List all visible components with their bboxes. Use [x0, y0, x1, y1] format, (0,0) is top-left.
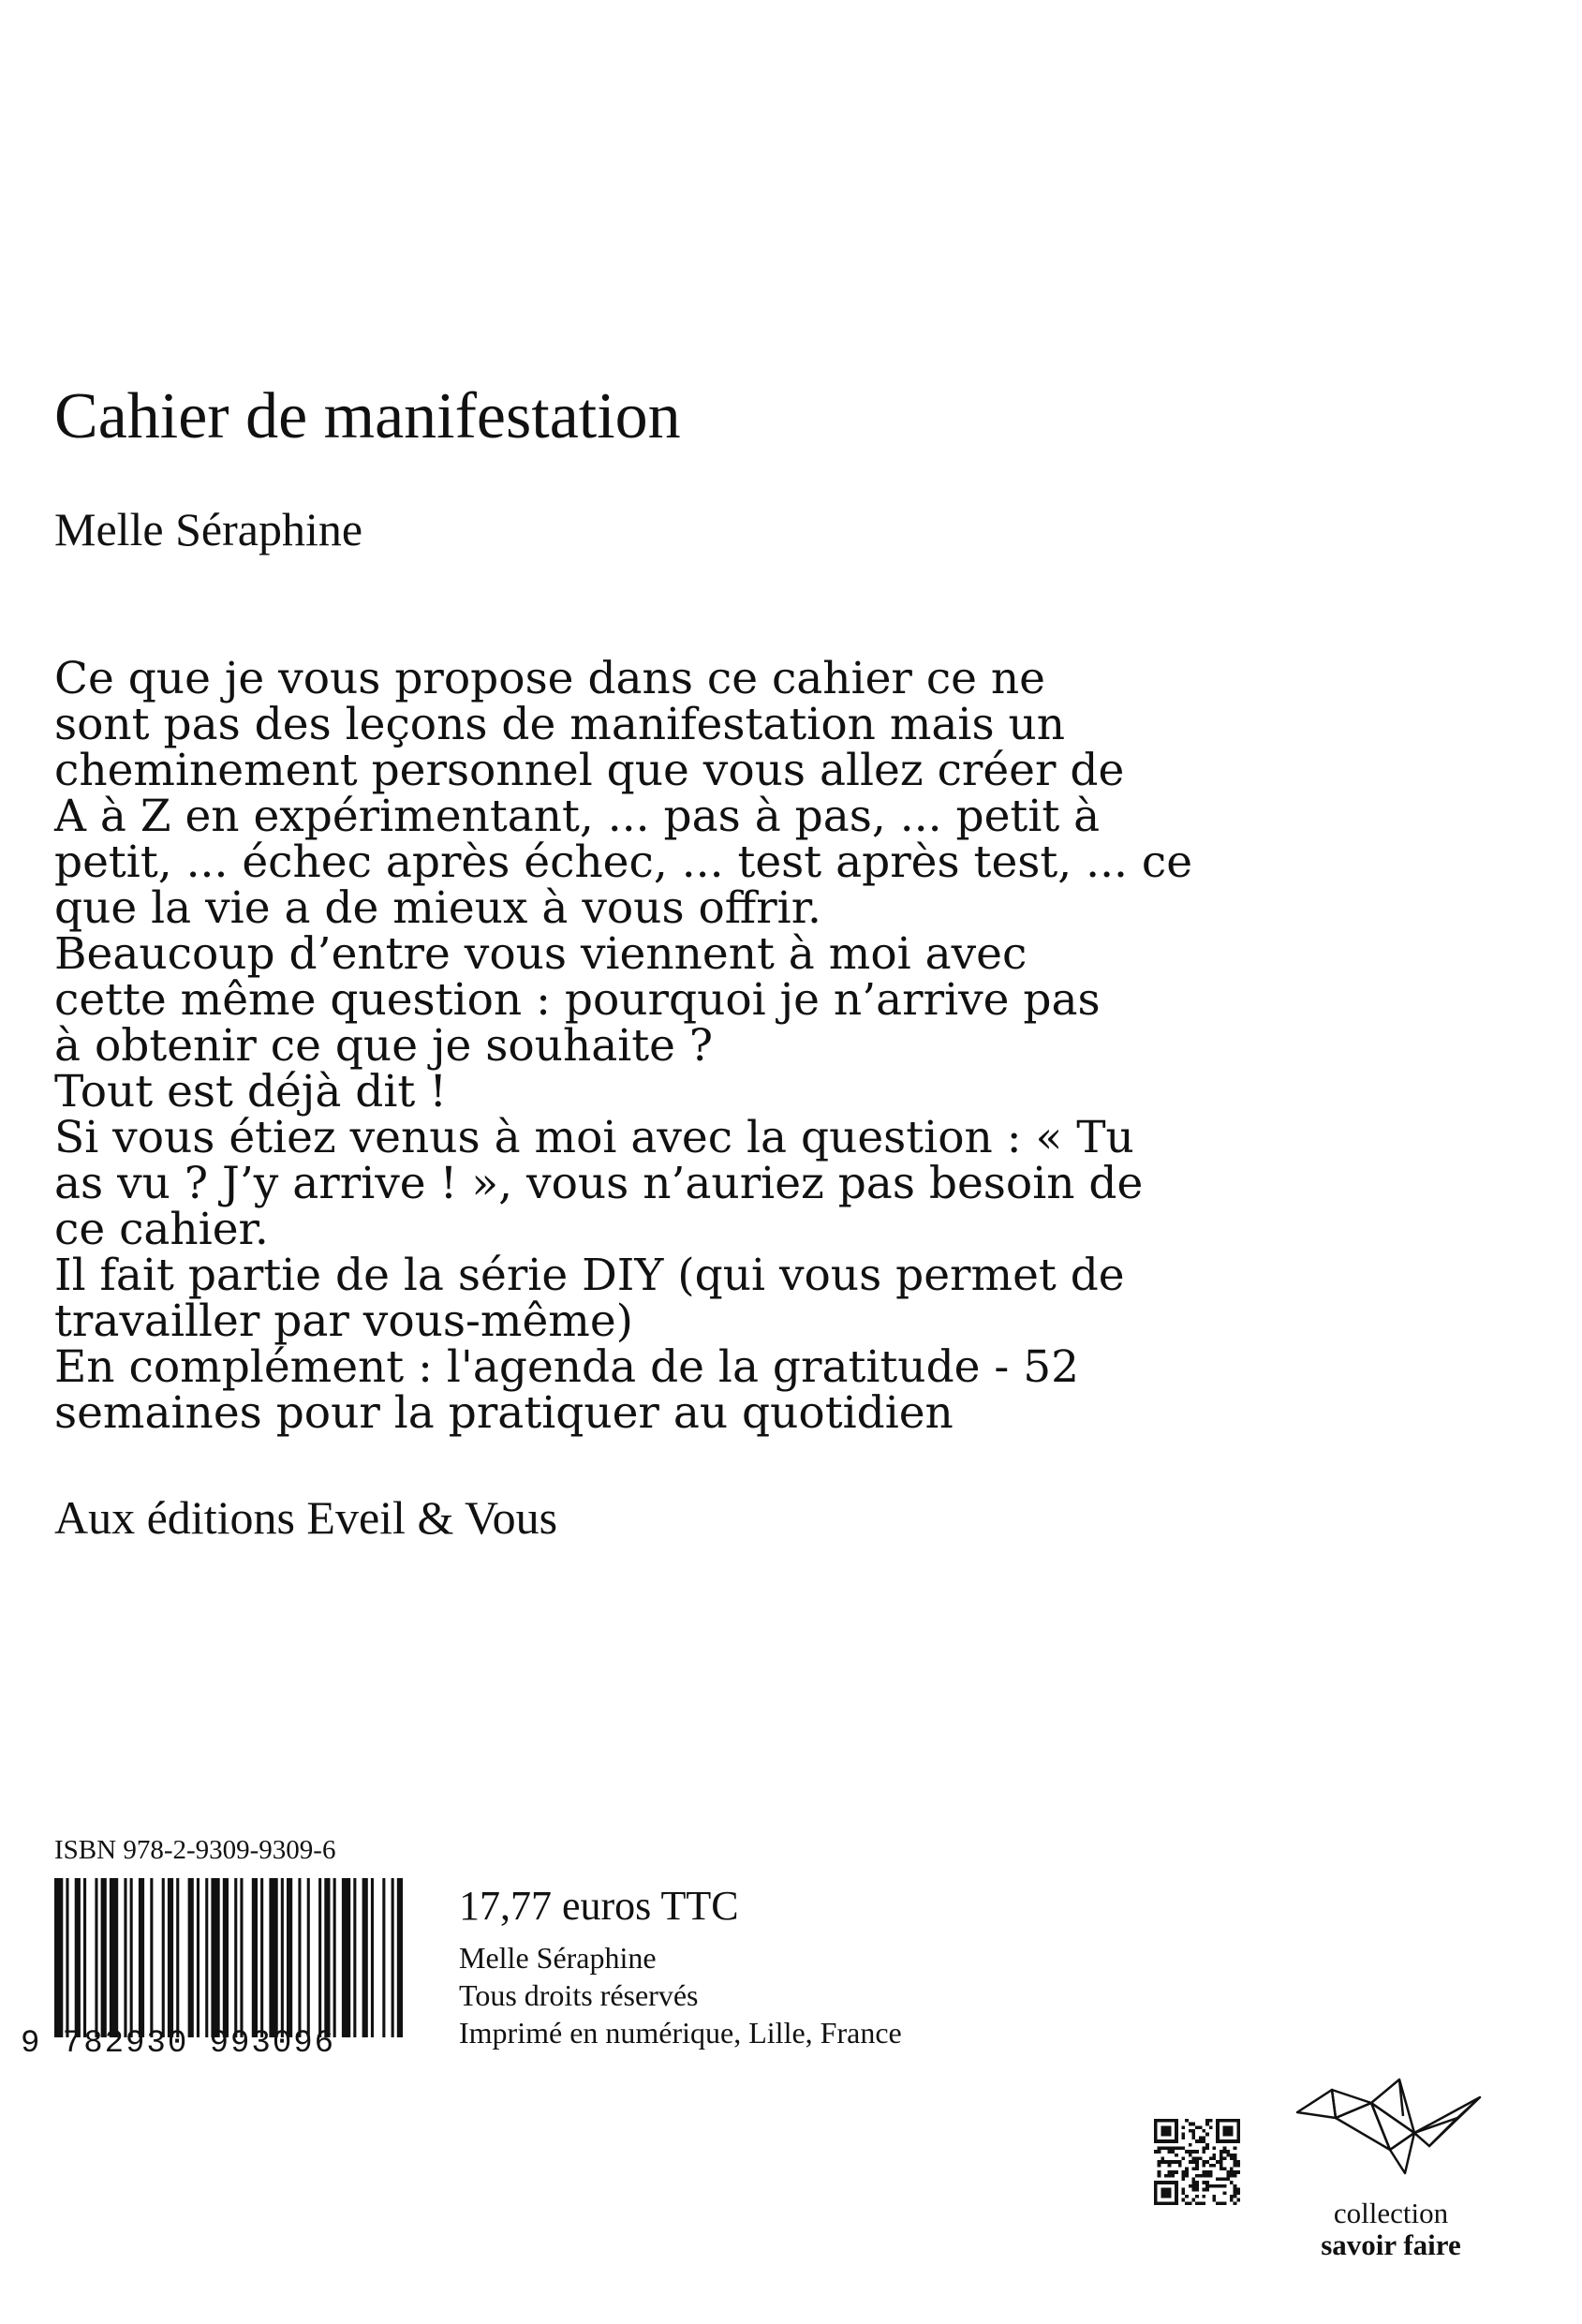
qr-module: [1199, 2139, 1203, 2143]
barcode-bar: [162, 1878, 165, 2037]
barcode-bar: [83, 1878, 86, 2037]
barcode-bar: [54, 1878, 63, 2037]
barcode-bar: [197, 1878, 200, 2037]
qr-module: [1223, 2201, 1227, 2205]
book-author: Melle Séraphine: [54, 503, 363, 555]
barcode-bar: [392, 1878, 394, 2037]
qr-module: [1213, 2164, 1217, 2168]
qr-module: [1191, 2181, 1195, 2184]
qr-module: [1226, 2154, 1230, 2157]
qr-module: [1189, 2201, 1192, 2205]
qr-module: [1171, 2146, 1175, 2150]
qr-module: [1195, 2195, 1199, 2198]
collection-name: savoir faire: [1321, 2228, 1461, 2261]
qr-module: [1230, 2168, 1234, 2171]
qr-module: [1199, 2136, 1203, 2139]
qr-module: [1205, 2160, 1209, 2164]
qr-module: [1213, 2184, 1217, 2188]
description-line: A à Z en expérimentant, ... pas à pas, ... petit à: [54, 791, 1101, 842]
qr-module: [1181, 2170, 1185, 2174]
qr-module: [1203, 2164, 1206, 2168]
qr-module: [1175, 2170, 1178, 2174]
qr-module: [1161, 2146, 1164, 2150]
qr-module: [1223, 2125, 1234, 2136]
barcode-bar: [95, 1878, 97, 2037]
qr-module: [1191, 2133, 1195, 2137]
qr-module: [1164, 2174, 1168, 2178]
barcode-bar: [382, 1878, 385, 2037]
barcode-bar: [188, 1878, 194, 2037]
qr-module: [1158, 2160, 1161, 2164]
description-line: En complément : l'agenda de la gratitude - 52: [54, 1341, 1080, 1393]
qr-module: [1178, 2146, 1182, 2150]
qr-module: [1161, 2160, 1164, 2164]
qr-module: [1185, 2174, 1189, 2178]
qr-module: [1205, 2133, 1209, 2137]
qr-module: [1209, 2184, 1213, 2188]
description-line: que la vie a de mieux à vous offrir.: [54, 882, 821, 934]
qr-module: [1203, 2188, 1206, 2192]
qr-module: [1195, 2156, 1199, 2160]
barcode-bar: [269, 1878, 277, 2037]
qr-module: [1234, 2154, 1237, 2157]
qr-module: [1203, 2160, 1206, 2164]
qr-module: [1191, 2150, 1195, 2154]
qr-module: [1226, 2178, 1230, 2182]
description-line: travailler par vous-même): [54, 1295, 633, 1347]
qr-module: [1213, 2156, 1217, 2160]
qr-code-icon: [1154, 2119, 1240, 2205]
qr-module: [1205, 2174, 1209, 2178]
qr-module: [1234, 2160, 1237, 2164]
qr-module: [1195, 2184, 1199, 2188]
qr-module: [1216, 2184, 1220, 2188]
description-line: semaines pour la pratiquer au quotidien: [54, 1387, 954, 1439]
qr-module: [1234, 2174, 1237, 2178]
barcode-bar: [318, 1878, 321, 2037]
qr-module: [1205, 2184, 1209, 2188]
qr-module: [1164, 2146, 1168, 2150]
qr-module: [1189, 2184, 1192, 2188]
qr-module: [1223, 2168, 1227, 2171]
qr-module: [1226, 2174, 1230, 2178]
qr-module: [1203, 2181, 1206, 2184]
qr-module: [1209, 2125, 1213, 2129]
qr-module: [1189, 2154, 1192, 2157]
qr-module: [1191, 2123, 1195, 2126]
qr-module: [1230, 2195, 1234, 2198]
qr-module: [1181, 2156, 1185, 2160]
isbn-text: ISBN 978-2-9309-9309-6: [54, 1835, 336, 1865]
description-line: petit, ... échec après échec, ... test après test, ... ce: [54, 836, 1193, 888]
qr-module: [1171, 2150, 1175, 2154]
collection-label: collection: [1333, 2197, 1449, 2229]
qr-module: [1203, 2150, 1206, 2154]
qr-module: [1230, 2181, 1234, 2184]
qr-module: [1236, 2198, 1240, 2202]
qr-module: [1223, 2150, 1227, 2154]
qr-module: [1220, 2160, 1223, 2164]
qr-module: [1234, 2191, 1237, 2195]
qr-module: [1168, 2164, 1172, 2168]
barcode-bar: [211, 1878, 219, 2037]
qr-module: [1209, 2156, 1213, 2160]
qr-module: [1195, 2150, 1199, 2154]
description-line: Si vous étiez venus à moi avec la question : « Tu: [54, 1112, 1134, 1163]
qr-module: [1185, 2170, 1189, 2174]
barcode-bar: [150, 1878, 153, 2037]
qr-module: [1230, 2154, 1234, 2157]
qr-module: [1189, 2143, 1192, 2147]
qr-module: [1181, 2198, 1185, 2202]
qr-module: [1234, 2184, 1237, 2188]
qr-module: [1191, 2160, 1195, 2164]
qr-module: [1168, 2174, 1172, 2178]
qr-module: [1181, 2178, 1185, 2182]
barcode-bar: [307, 1878, 310, 2037]
qr-module: [1191, 2198, 1195, 2202]
qr-module: [1158, 2150, 1161, 2154]
qr-module: [1158, 2170, 1161, 2174]
qr-module: [1175, 2154, 1178, 2157]
qr-module: [1223, 2191, 1227, 2195]
qr-module: [1209, 2119, 1213, 2123]
qr-module: [1199, 2201, 1203, 2205]
qr-module: [1168, 2160, 1172, 2164]
qr-module: [1195, 2201, 1199, 2205]
qr-module: [1220, 2168, 1223, 2171]
description-line: sont pas des leçons de manifestation mais un: [54, 699, 1066, 750]
book-description: [54, 653, 1291, 1439]
qr-module: [1216, 2178, 1220, 2182]
qr-module: [1220, 2178, 1223, 2182]
qr-module: [1234, 2188, 1237, 2192]
qr-module: [1223, 2178, 1227, 2182]
qr-module: [1185, 2201, 1189, 2205]
description-line: cette même question : pourquoi je n’arrive pas: [54, 974, 1101, 1026]
barcode-bar: [205, 1878, 208, 2037]
qr-module: [1189, 2150, 1192, 2154]
qr-module: [1230, 2174, 1234, 2178]
barcode-bar: [298, 1878, 301, 2037]
barcode-bar: [324, 1878, 330, 2037]
qr-module: [1195, 2188, 1199, 2192]
qr-module: [1158, 2164, 1161, 2168]
barcode-bar: [287, 1878, 292, 2037]
qr-module: [1175, 2160, 1178, 2164]
qr-module: [1168, 2146, 1172, 2150]
barcode-bar: [176, 1878, 179, 2037]
qr-module: [1220, 2184, 1223, 2188]
barcode-bar: [260, 1878, 263, 2037]
qr-module: [1205, 2181, 1209, 2184]
qr-module: [1181, 2146, 1185, 2150]
price-text: 17,77 euros TTC: [459, 1883, 739, 1929]
qr-module: [1164, 2160, 1168, 2164]
barcode-bar: [397, 1878, 403, 2037]
qr-module: [1203, 2201, 1206, 2205]
qr-module: [1158, 2146, 1161, 2150]
qr-module: [1213, 2146, 1217, 2150]
qr-module: [1236, 2170, 1240, 2174]
qr-module: [1234, 2164, 1237, 2168]
qr-module: [1234, 2156, 1237, 2160]
barcode-bar: [110, 1878, 118, 2037]
info-printed: Imprimé en numérique, Lille, France: [459, 2016, 902, 2050]
qr-module: [1178, 2164, 1182, 2168]
qr-module: [1223, 2146, 1227, 2150]
qr-module: [1195, 2164, 1199, 2168]
qr-module: [1161, 2125, 1171, 2136]
qr-module: [1209, 2170, 1213, 2174]
description-line: Beaucoup d’entre vous viennent à moi avec: [54, 928, 1028, 980]
qr-module: [1191, 2168, 1195, 2171]
qr-module: [1181, 2125, 1185, 2129]
barcode-bar: [281, 1878, 284, 2037]
description-line: Il fait partie de la série DIY (qui vous permet de: [54, 1250, 1125, 1301]
qr-module: [1234, 2170, 1237, 2174]
qr-module: [1213, 2195, 1217, 2198]
qr-module: [1203, 2136, 1206, 2139]
qr-module: [1185, 2150, 1189, 2154]
barcode-bar: [342, 1878, 350, 2037]
barcode-bar: [333, 1878, 336, 2037]
qr-module: [1181, 2188, 1185, 2192]
qr-module: [1199, 2125, 1203, 2129]
qr-module: [1220, 2150, 1223, 2154]
qr-module: [1209, 2174, 1213, 2178]
qr-module: [1203, 2170, 1206, 2174]
qr-module: [1203, 2146, 1206, 2150]
qr-module: [1216, 2160, 1220, 2164]
qr-module: [1216, 2201, 1220, 2205]
barcode-bar: [101, 1878, 107, 2037]
barcode-bar: [66, 1878, 68, 2037]
qr-module: [1205, 2143, 1209, 2147]
qr-module: [1226, 2170, 1230, 2174]
barcode-digits: 9 782930 993096: [21, 2026, 336, 2062]
barcode-bar: [124, 1878, 126, 2037]
qr-module: [1195, 2181, 1199, 2184]
qr-module: [1171, 2160, 1175, 2164]
qr-module: [1223, 2156, 1227, 2160]
qr-module: [1191, 2184, 1195, 2188]
qr-module: [1181, 2133, 1185, 2137]
qr-module: [1220, 2156, 1223, 2160]
qr-module: [1175, 2146, 1178, 2150]
info-author: Melle Séraphine: [459, 1941, 657, 1975]
description-line: Ce que je vous propose dans ce cahier ce ne: [54, 653, 1045, 704]
qr-module: [1195, 2168, 1199, 2171]
qr-module: [1191, 2178, 1195, 2182]
qr-module: [1181, 2174, 1185, 2178]
qr-module: [1191, 2156, 1195, 2160]
qr-module: [1158, 2174, 1161, 2178]
qr-module: [1181, 2136, 1185, 2139]
qr-module: [1161, 2156, 1164, 2160]
qr-module: [1205, 2119, 1209, 2123]
barcode-bar: [240, 1878, 243, 2037]
qr-module: [1205, 2170, 1209, 2174]
qr-module: [1230, 2198, 1234, 2202]
qr-module: [1213, 2198, 1217, 2202]
barcode-bar: [362, 1878, 368, 2037]
qr-module: [1234, 2195, 1237, 2198]
qr-module: [1199, 2174, 1203, 2178]
barcode-bar: [139, 1878, 144, 2037]
description-line: Tout est déjà dit !: [54, 1066, 448, 1118]
qr-module: [1220, 2154, 1223, 2157]
barcode-icon: [54, 1878, 403, 2037]
qr-module: [1195, 2160, 1199, 2164]
barcode-bar: [223, 1878, 229, 2037]
qr-module: [1195, 2139, 1199, 2143]
qr-module: [1191, 2136, 1195, 2139]
qr-module: [1185, 2119, 1189, 2123]
qr-module: [1168, 2170, 1172, 2174]
barcode-bar: [371, 1878, 374, 2037]
barcode-bar: [353, 1878, 356, 2037]
barcode-bar: [130, 1878, 133, 2037]
qr-module: [1230, 2156, 1234, 2160]
description-line: à obtenir ce que je souhaite ?: [54, 1020, 714, 1072]
qr-module: [1220, 2164, 1223, 2168]
qr-module: [1203, 2195, 1206, 2198]
publisher-line: Aux éditions Eveil & Vous: [54, 1491, 558, 1544]
description-line: cheminement personnel que vous allez créer de: [54, 745, 1125, 796]
barcode-bar: [252, 1878, 258, 2037]
qr-module: [1209, 2164, 1213, 2168]
qr-module: [1191, 2129, 1195, 2133]
qr-module: [1230, 2170, 1234, 2174]
qr-module: [1185, 2168, 1189, 2171]
qr-module: [1171, 2170, 1175, 2174]
qr-module: [1178, 2160, 1182, 2164]
qr-module: [1203, 2129, 1206, 2133]
qr-module: [1154, 2150, 1158, 2154]
qr-module: [1236, 2188, 1240, 2192]
qr-module: [1168, 2150, 1172, 2154]
qr-module: [1205, 2188, 1209, 2192]
qr-module: [1236, 2160, 1240, 2164]
qr-module: [1171, 2174, 1175, 2178]
qr-module: [1189, 2123, 1192, 2126]
qr-module: [1199, 2156, 1203, 2160]
qr-module: [1205, 2146, 1209, 2150]
qr-module: [1205, 2123, 1209, 2126]
qr-module: [1161, 2188, 1171, 2198]
origami-crane-icon: [1293, 2075, 1489, 2187]
qr-module: [1195, 2125, 1199, 2129]
qr-module: [1234, 2201, 1237, 2205]
qr-module: [1226, 2150, 1230, 2154]
qr-module: [1203, 2174, 1206, 2178]
barcode-bar: [234, 1878, 237, 2037]
book-title: Cahier de manifestation: [54, 380, 681, 452]
barcode-bar: [75, 1878, 81, 2037]
barcode-bar: [168, 1878, 173, 2037]
description-line: as vu ? J’y arrive ! », vous n’auriez pas besoin de: [54, 1158, 1144, 1209]
qr-module: [1189, 2129, 1192, 2133]
qr-module: [1236, 2191, 1240, 2195]
qr-module: [1213, 2154, 1217, 2157]
qr-module: [1195, 2174, 1199, 2178]
qr-module: [1223, 2184, 1227, 2188]
qr-module: [1236, 2164, 1240, 2168]
qr-module: [1181, 2191, 1185, 2195]
description-line: ce cahier.: [54, 1204, 269, 1255]
info-rights: Tous droits réservés: [459, 1978, 699, 2012]
qr-module: [1191, 2188, 1195, 2192]
qr-module: [1185, 2195, 1189, 2198]
qr-module: [1203, 2139, 1206, 2143]
qr-module: [1189, 2160, 1192, 2164]
qr-module: [1234, 2146, 1237, 2150]
qr-module: [1220, 2201, 1223, 2205]
